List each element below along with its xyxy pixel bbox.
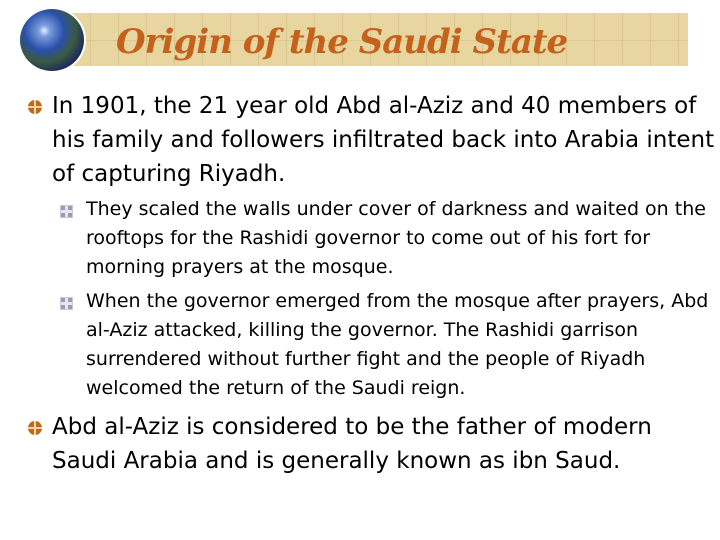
sub-bullet-text: When the governor emerged from the mosque after prayers, Abd al-Aziz attacked, killing the governor. The Rashidi garrison surrendered without further fight and the people of Riyadh welcomed the return of the Saudi reign.: [86, 290, 709, 399]
slide-title: Origin of the Saudi State: [116, 22, 568, 62]
globe-icon: [20, 9, 84, 71]
bullet-text: Abd al-Aziz is considered to be the father of modern Saudi Arabia and is generally known as ibn Saud.: [52, 414, 652, 474]
bullet-text: In 1901, the 21 year old Abd al-Aziz and 40 members of his family and followers infiltrated back into Arabia intent of capturing Riyadh.: [52, 93, 715, 187]
bullet-icon: [28, 100, 42, 114]
bullet-icon: [28, 421, 42, 435]
sub-bullet-text: They scaled the walls under cover of darkness and waited on the rooftops for the Rashidi governor to come out of his fort for morning prayers at the mosque.: [86, 198, 706, 278]
sub-bullet-icon: [60, 205, 73, 218]
sub-bullet-icon: [60, 297, 73, 310]
